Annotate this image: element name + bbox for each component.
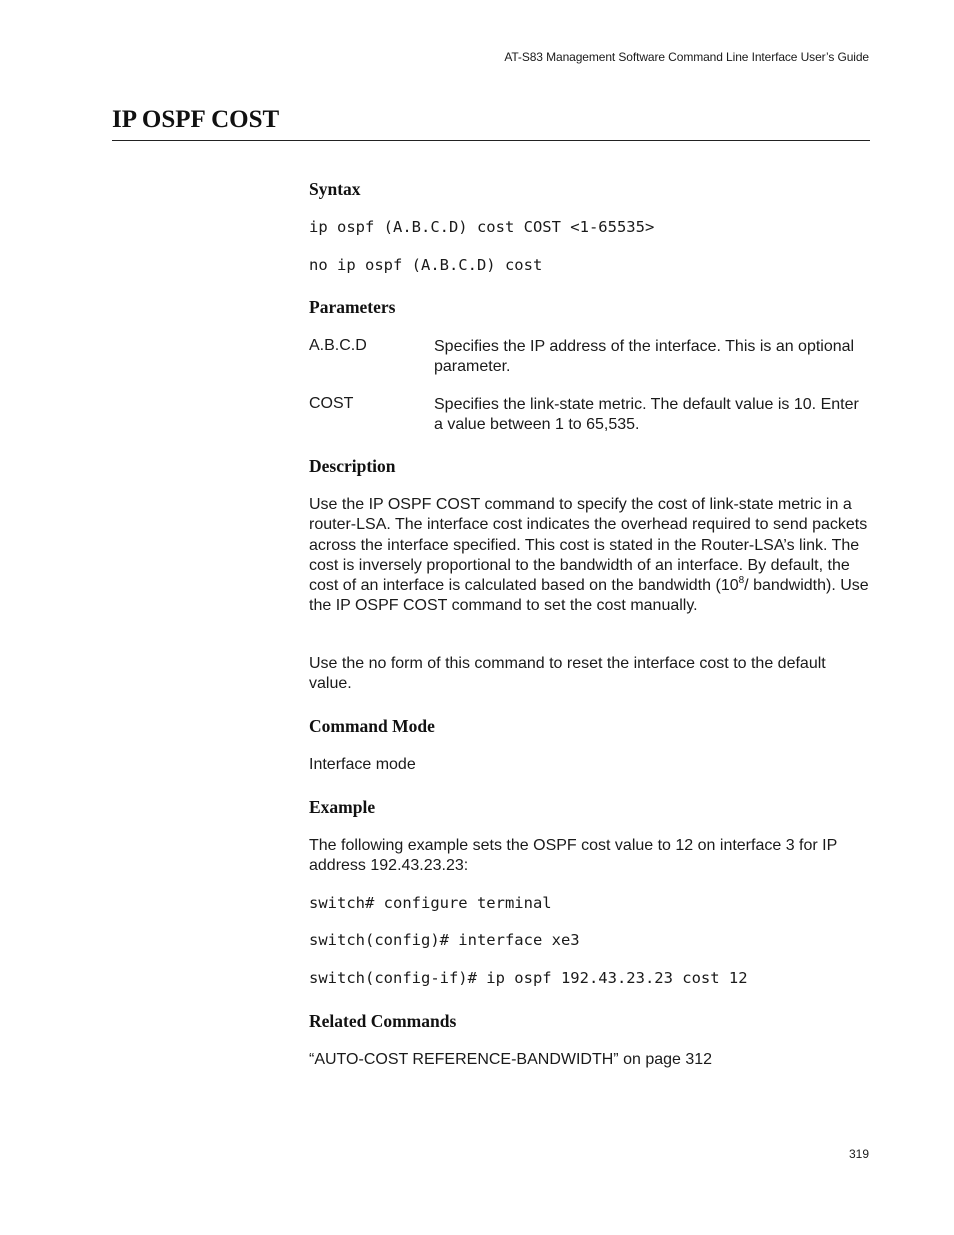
parameter-name: COST: [309, 395, 354, 412]
exponent: 8: [738, 574, 745, 586]
example-line: switch(config)# interface xe3: [309, 931, 580, 949]
parameter-name: A.B.C.D: [309, 337, 367, 354]
example-line: switch# configure terminal: [309, 894, 552, 912]
description-text: Use the IP OSPF COST command to specify the cost of link-state metric in a router-LSA. The interface cost indicates the overhead required to send packets across the interface specified. This cost is stated in the Router-LSA’s link. The cost is inversely proportional to the bandwidth of an interface. By default, the cost of an interface is calculated based on the bandwidth (10: [309, 496, 868, 595]
parameters-heading: Parameters: [309, 297, 396, 317]
description-heading: Description: [309, 456, 396, 476]
description-paragraph: [309, 495, 869, 617]
command-mode-text: Interface mode: [309, 756, 416, 773]
example-line: switch(config-if)# ip ospf 192.43.23.23 cost 12: [309, 969, 748, 987]
related-command-link[interactable]: “AUTO-COST REFERENCE-BANDWIDTH” on page 312: [309, 1051, 713, 1068]
running-header: AT-S83 Management Software Command Line Interface User’s Guide: [504, 50, 869, 64]
parameter-description: Specifies the link-state metric. The default value is 10. Enter a value between 1 to 65,535.: [434, 396, 859, 433]
page-number: 319: [848, 1147, 869, 1161]
example-heading: Example: [309, 797, 376, 817]
title-rule: [112, 140, 870, 141]
parameter-description: Specifies the IP address of the interface. This is an optional parameter.: [434, 338, 855, 375]
related-commands-heading: Related Commands: [309, 1011, 457, 1031]
syntax-heading: Syntax: [309, 179, 361, 199]
syntax-line: no ip ospf (A.B.C.D) cost: [309, 256, 543, 274]
page-title: IP OSPF COST: [112, 106, 280, 133]
description-paragraph: Use the no form of this command to reset the interface cost to the default value.: [309, 655, 826, 693]
syntax-line: ip ospf (A.B.C.D) cost COST <1-65535>: [309, 218, 655, 236]
command-mode-heading: Command Mode: [309, 716, 435, 736]
description-text: / bandwidth). Use the IP OSPF COST command to set the cost manually.: [309, 577, 869, 615]
example-intro: The following example sets the OSPF cost value to 12 on interface 3 for IP address 192.43.23.23:: [309, 837, 837, 875]
